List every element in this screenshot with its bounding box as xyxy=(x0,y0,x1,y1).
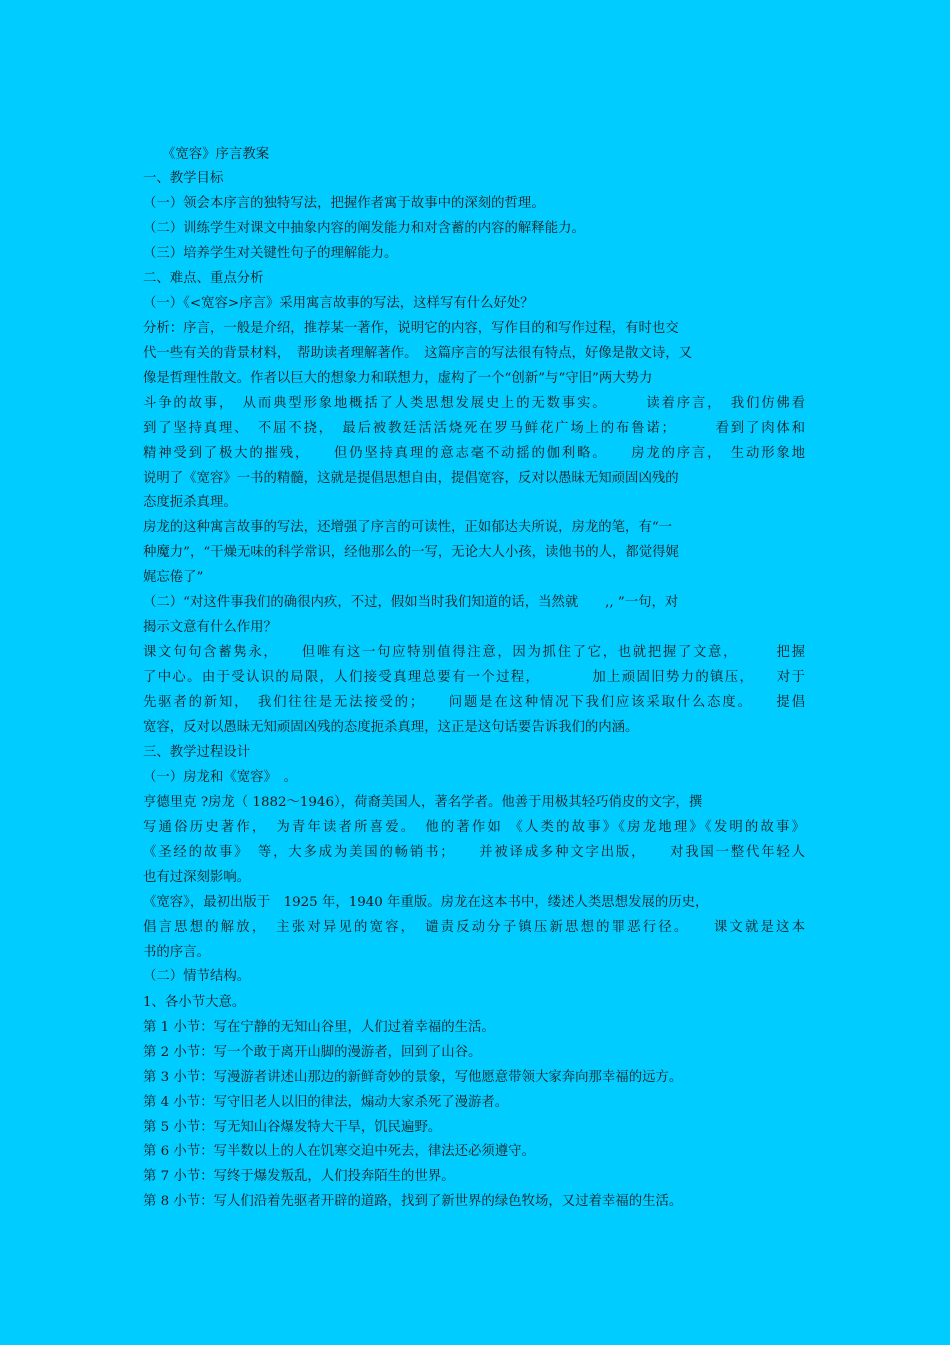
paragraph-line: 1、各小节大意。 xyxy=(143,995,246,1010)
paragraph-line: 倡言思想的解放， 主张对异见的宽容， 谴责反动分子镇压新思想的罪恶行径。 课文就是这本 xyxy=(143,920,805,935)
list-item: 第 4 小节：写守旧老人以旧的律法，煽动大家杀死了漫游者。 xyxy=(143,1095,509,1110)
paragraph-line: 亨德里克 ?房龙（ 1882～1946），荷裔美国人，著名学者。他善于用极其轻巧俏皮的文字，撰 xyxy=(143,795,703,810)
paragraph-line: 书的序言。 xyxy=(143,945,210,960)
list-item: 第 1 小节：写在宁静的无知山谷里，人们过着幸福的生活。 xyxy=(143,1020,495,1035)
list-item: 第 3 小节：写漫游者讲述山那边的新鲜奇妙的景象，写他愿意带领大家奔向那幸福的远方。 xyxy=(143,1070,683,1085)
paragraph-line: 代一些有关的背景材料， 帮助读者理解著作。 这篇序言的写法很有特点，好像是散文诗，又 xyxy=(143,346,693,361)
paragraph-line: 斗争的故事， 从而典型形象地概括了人类思想发展史上的无数事实。 读着序言， 我们仿佛看 xyxy=(143,396,805,411)
paragraph-line: 《圣经的故事》 等，大多成为美国的畅销书； 并被译成多种文字出版， 对我国一整代年轻人 xyxy=(143,845,805,860)
paragraph-line: 课文句句含蓄隽永， 但唯有这一句应特别值得注意，因为抓住了它，也就把握了文意， 把握 xyxy=(143,645,805,660)
paragraph-line: （一）房龙和《宽容》 。 xyxy=(143,770,297,785)
paragraph-line: 分析：序言，一般是介绍，推荐某一著作，说明它的内容，写作目的和写作过程，有时也交 xyxy=(143,321,679,336)
list-item: 第 7 小节：写终于爆发叛乱，人们投奔陌生的世界。 xyxy=(143,1169,455,1184)
paragraph-line: 说明了《宽容》一书的精髓，这就是提倡思想自由，提倡宽容，反对以愚昧无知顽固凶残的 xyxy=(143,471,679,486)
list-item: 第 2 小节：写一个敢于离开山脚的漫游者，回到了山谷。 xyxy=(143,1045,482,1060)
paragraph-line: 揭示文意有什么作用？ xyxy=(143,620,277,635)
paragraph-line: 了中心。由于受认识的局限，人们接受真理总要有一个过程， 加上顽固旧势力的镇压， 对于 xyxy=(143,670,805,685)
section-heading: 三、教学过程设计 xyxy=(143,745,251,760)
paragraph-line: 精神受到了极大的摧残， 但仍坚持真理的意志毫不动摇的伽利略。 房龙的序言， 生动形象地 xyxy=(143,446,805,461)
paragraph-line: （三）培养学生对关键性句子的理解能力。 xyxy=(143,246,398,261)
document-title: 《宽容》序言教案 xyxy=(162,147,270,162)
paragraph-line: 《宽容》，最初出版于 1925 年，1940 年重版。房龙在这本书中，缕述人类思想发展的历史， xyxy=(143,895,709,910)
section-heading: 二、难点、重点分析 xyxy=(143,271,264,286)
paragraph-line: 宽容，反对以愚昧无知顽固凶残的态度扼杀真理，这正是这句话要告诉我们的内涵。 xyxy=(143,720,639,735)
paragraph-line: 到了坚持真理、 不屈不挠， 最后被教廷活活烧死在罗马鲜花广场上的布鲁诺； 看到了肉体和 xyxy=(143,421,805,436)
paragraph-line: 娓忘倦了” xyxy=(143,570,204,585)
section-heading: 一、教学目标 xyxy=(143,171,224,186)
list-item: 第 8 小节：写人们沿着先驱者开辟的道路，找到了新世界的绿色牧场，又过着幸福的生活。 xyxy=(143,1194,683,1209)
list-item: 第 5 小节：写无知山谷爆发特大干旱，饥民遍野。 xyxy=(143,1120,442,1135)
paragraph-line: 房龙的这种寓言故事的写法，还增强了序言的可读性，正如郁达夫所说，房龙的笔，有“一 xyxy=(143,520,673,535)
list-item: 第 6 小节：写半数以上的人在饥寒交迫中死去，律法还必须遵守。 xyxy=(143,1144,535,1159)
paragraph-line: 先驱者的新知， 我们往往是无法接受的； 问题是在这种情况下我们应该采取什么态度。 提倡 xyxy=(143,695,805,710)
paragraph-line: 种魔力”，“干燥无味的科学常识，经他那么的一写，无论大人小孩，读他书的人，都觉得娓 xyxy=(143,545,679,560)
paragraph-line: （二）“对这件事我们的确很内疚，不过，假如当时我们知道的话，当然就 ,, ”一句，对 xyxy=(143,595,679,610)
paragraph-line: （二）情节结构。 xyxy=(143,969,251,984)
paragraph-line: 也有过深刻影响。 xyxy=(143,870,251,885)
paragraph-line: （一）《<宽容>序言》采用寓言故事的写法，这样写有什么好处？ xyxy=(143,296,534,311)
paragraph-line: 像是哲理性散文。作者以巨大的想象力和联想力，虚构了一个“创新”与“守旧”两大势力 xyxy=(143,371,653,386)
paragraph-line: （二）训练学生对课文中抽象内容的阐发能力和对含蓄的内容的解释能力。 xyxy=(143,221,585,236)
paragraph-line: 态度扼杀真理。 xyxy=(143,495,237,510)
paragraph-line: （一）领会本序言的独特写法，把握作者寓于故事中的深刻的哲理。 xyxy=(143,196,545,211)
paragraph-line: 写通俗历史著作， 为青年读者所喜爱。 他的著作如 《人类的故事》《房龙地理》《发明的故事》 xyxy=(143,820,805,835)
